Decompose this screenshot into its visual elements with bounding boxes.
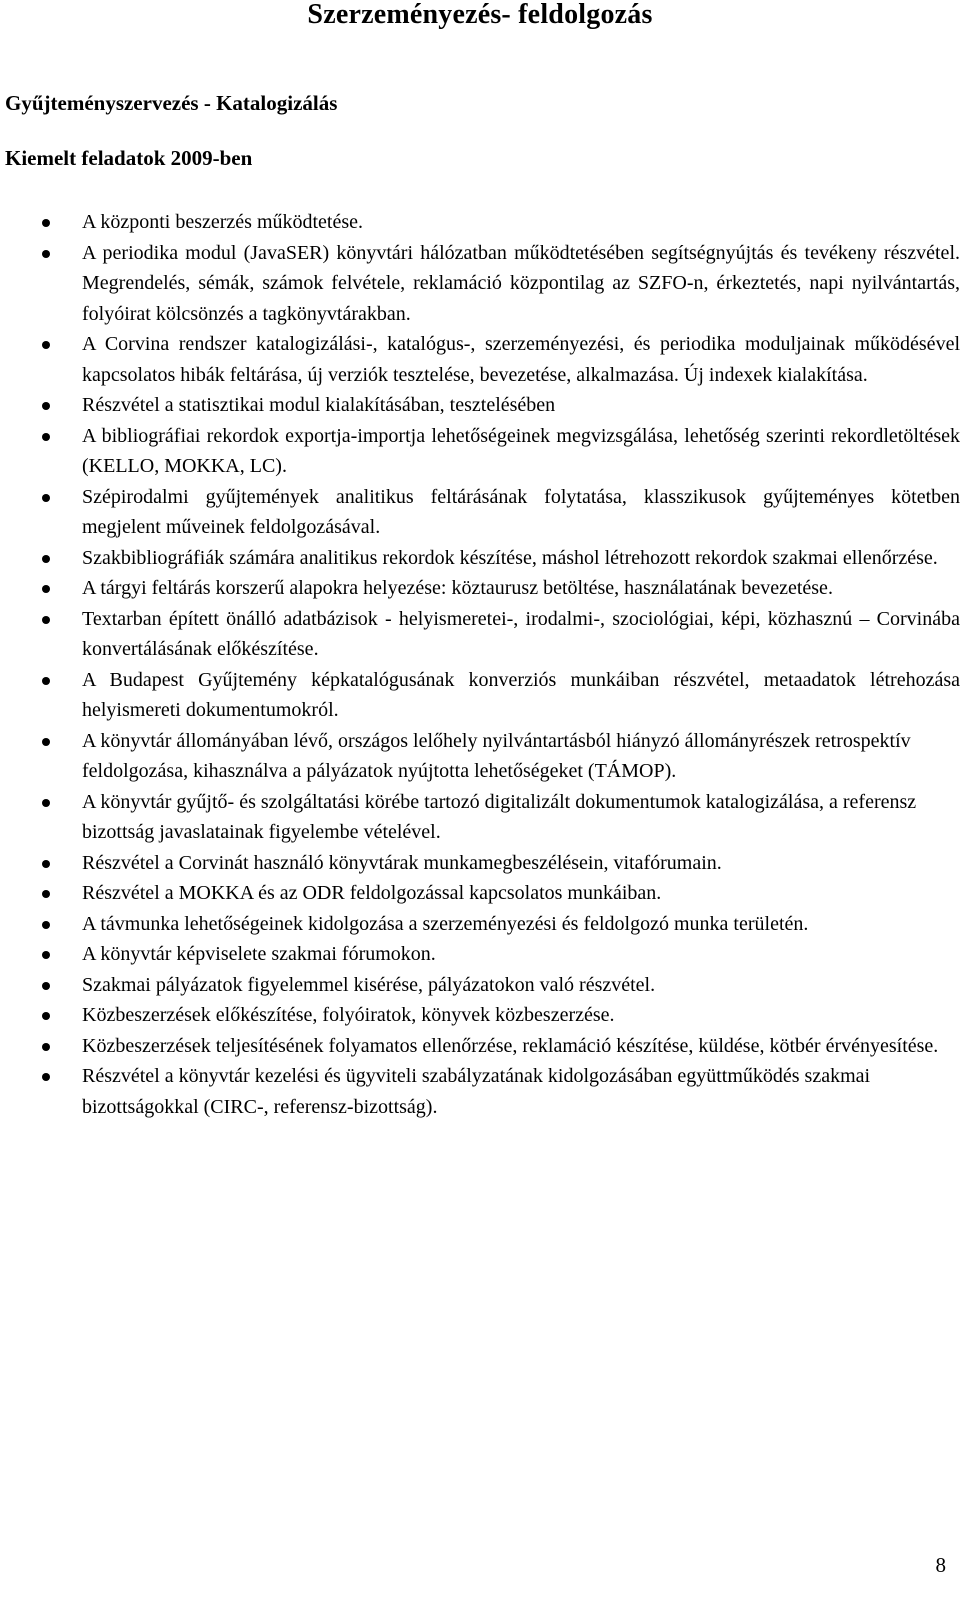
bullet-icon [42, 402, 50, 410]
list-item [0, 329, 960, 390]
list-item [0, 939, 960, 970]
bullet-icon [42, 219, 50, 227]
list-item-text: Szakbibliográfiák számára analitikus rekordok készítése, máshol létrehozott rekordok szakmai ellenőrzése. [82, 546, 938, 569]
list-item-text: A bibliográfiai rekordok exportja-importja lehetőségeinek megvizsgálása, lehetőség szerinti rekordletöltések (KELLO, MOKKA, LC). [82, 424, 960, 477]
bullet-icon [42, 555, 50, 563]
list-item-text: A könyvtár állományában lévő, országos lelőhely nyilvántartásból hiányzó állományrészek retrospektív feldolgozása, kihasználva a pályázatok nyújtotta lehetőségeket (TÁMOP). [82, 729, 911, 782]
sub-heading: Kiemelt feladatok 2009-ben [5, 146, 253, 170]
list-item [0, 207, 960, 238]
list-item-text: Közbeszerzések előkészítése, folyóiratok, könyvek közbeszerzése. [82, 1004, 615, 1026]
list-item-text: A könyvtár képviselete szakmai fórumokon. [82, 943, 436, 965]
list-item-text: Részvétel a MOKKA és az ODR feldolgozással kapcsolatos munkáiban. [82, 882, 662, 904]
list-item-text: A központi beszerzés működtetése. [82, 211, 364, 233]
bullet-icon [42, 1073, 50, 1081]
list-item [0, 390, 960, 421]
list-item-text: A periodika modul (JavaSER) könyvtári hálózatban működtetésében segítségnyújtás és tevékeny részvétel. Megrendelés, sémák, számok felvétele, reklamáció központilag az SZFO-n, érkeztetés, napi nyilvántartás, folyóirat kölcsönzés a tagkönyvtárakban. [82, 241, 960, 325]
list-item [0, 421, 960, 482]
bullet-icon [42, 1043, 50, 1051]
list-item [0, 238, 960, 330]
list-item-text: A könyvtár gyűjtő- és szolgáltatási körébe tartozó digitalizált dokumentumok katalogizálása, a referensz bizottság javaslatainak figyelembe vételével. [82, 790, 917, 843]
list-item [0, 787, 960, 848]
bullet-icon [42, 951, 50, 959]
bullet-icon [42, 921, 50, 929]
bullet-icon [42, 860, 50, 868]
bullet-icon [42, 890, 50, 898]
bullet-icon [42, 738, 50, 746]
bullet-icon [42, 494, 50, 502]
list-item-text: Részvétel a Corvinát használó könyvtárak munkamegbeszélésein, vitafórumain. [82, 851, 722, 874]
list-item [0, 543, 960, 574]
list-item-text: Részvétel a könyvtár kezelési és ügyviteli szabályzatának kidolgozásában együttműködés szakmai bizottságokkal (CIRC-, referensz-bizottság). [82, 1065, 871, 1118]
list-item-text: A tárgyi feltárás korszerű alapokra helyezése: köztaurusz betöltése, használatának bevezetése. [82, 577, 833, 599]
page-title: Szerzeményezés- feldolgozás [307, 0, 653, 30]
bullet-icon [42, 616, 50, 624]
page-number: 8 [935, 1553, 946, 1577]
task-list [0, 207, 960, 1122]
bullet-icon [42, 585, 50, 593]
bullet-icon [42, 799, 50, 807]
list-item [0, 1031, 960, 1062]
list-item-text: A Budapest Gyűjtemény képkatalógusának konverziós munkáiban részvétel, metaadatok létrehozása helyismereti dokumentumokról. [82, 668, 960, 721]
list-item [0, 878, 960, 909]
list-item [0, 604, 960, 665]
list-item [0, 848, 960, 879]
bullet-icon [42, 341, 50, 349]
bullet-icon [42, 250, 50, 258]
list-item-text: Szakmai pályázatok figyelemmel kisérése, pályázatokon való részvétel. [82, 973, 656, 996]
list-item [0, 909, 960, 940]
list-item-text: A Corvina rendszer katalogizálási-, katalógus-, szerzeményezési, és periodika moduljainak működésével kapcsolatos hibák feltárása, új verziók tesztelése, bevezetése, alkalmazása. Új indexek kialakítása. [82, 333, 960, 386]
list-item [0, 1061, 960, 1122]
bullet-icon [42, 982, 50, 990]
list-item-text: Szépirodalmi gyűjtemények analitikus feltárásának folytatása, klasszikusok gyűjteményes kötetben megjelent műveinek feldolgozásával. [82, 485, 960, 538]
list-item [0, 665, 960, 726]
bullet-icon [42, 1012, 50, 1020]
bullet-icon [42, 433, 50, 441]
bullet-icon [42, 677, 50, 685]
list-item [0, 726, 960, 787]
list-item [0, 970, 960, 1001]
list-item [0, 573, 960, 604]
list-item [0, 482, 960, 543]
list-item-text: A távmunka lehetőségeinek kidolgozása a szerzeményezési és feldolgozó munka területén. [82, 912, 809, 935]
list-item [0, 1000, 960, 1031]
list-item-text: Közbeszerzések teljesítésének folyamatos ellenőrzése, reklamáció készítése, küldése, kötbér érvényesítése. [82, 1034, 939, 1057]
list-item-text: Részvétel a statisztikai modul kialakításában, tesztelésében [82, 394, 556, 416]
section-heading: Gyűjteményszervezés - Katalogizálás [5, 91, 338, 115]
list-item-text: Textarban épített önálló adatbázisok - helyismeretei-, irodalmi-, szociológiai, képi, közhasznú – Corvinába konvertálásának előkészítése. [82, 607, 960, 660]
